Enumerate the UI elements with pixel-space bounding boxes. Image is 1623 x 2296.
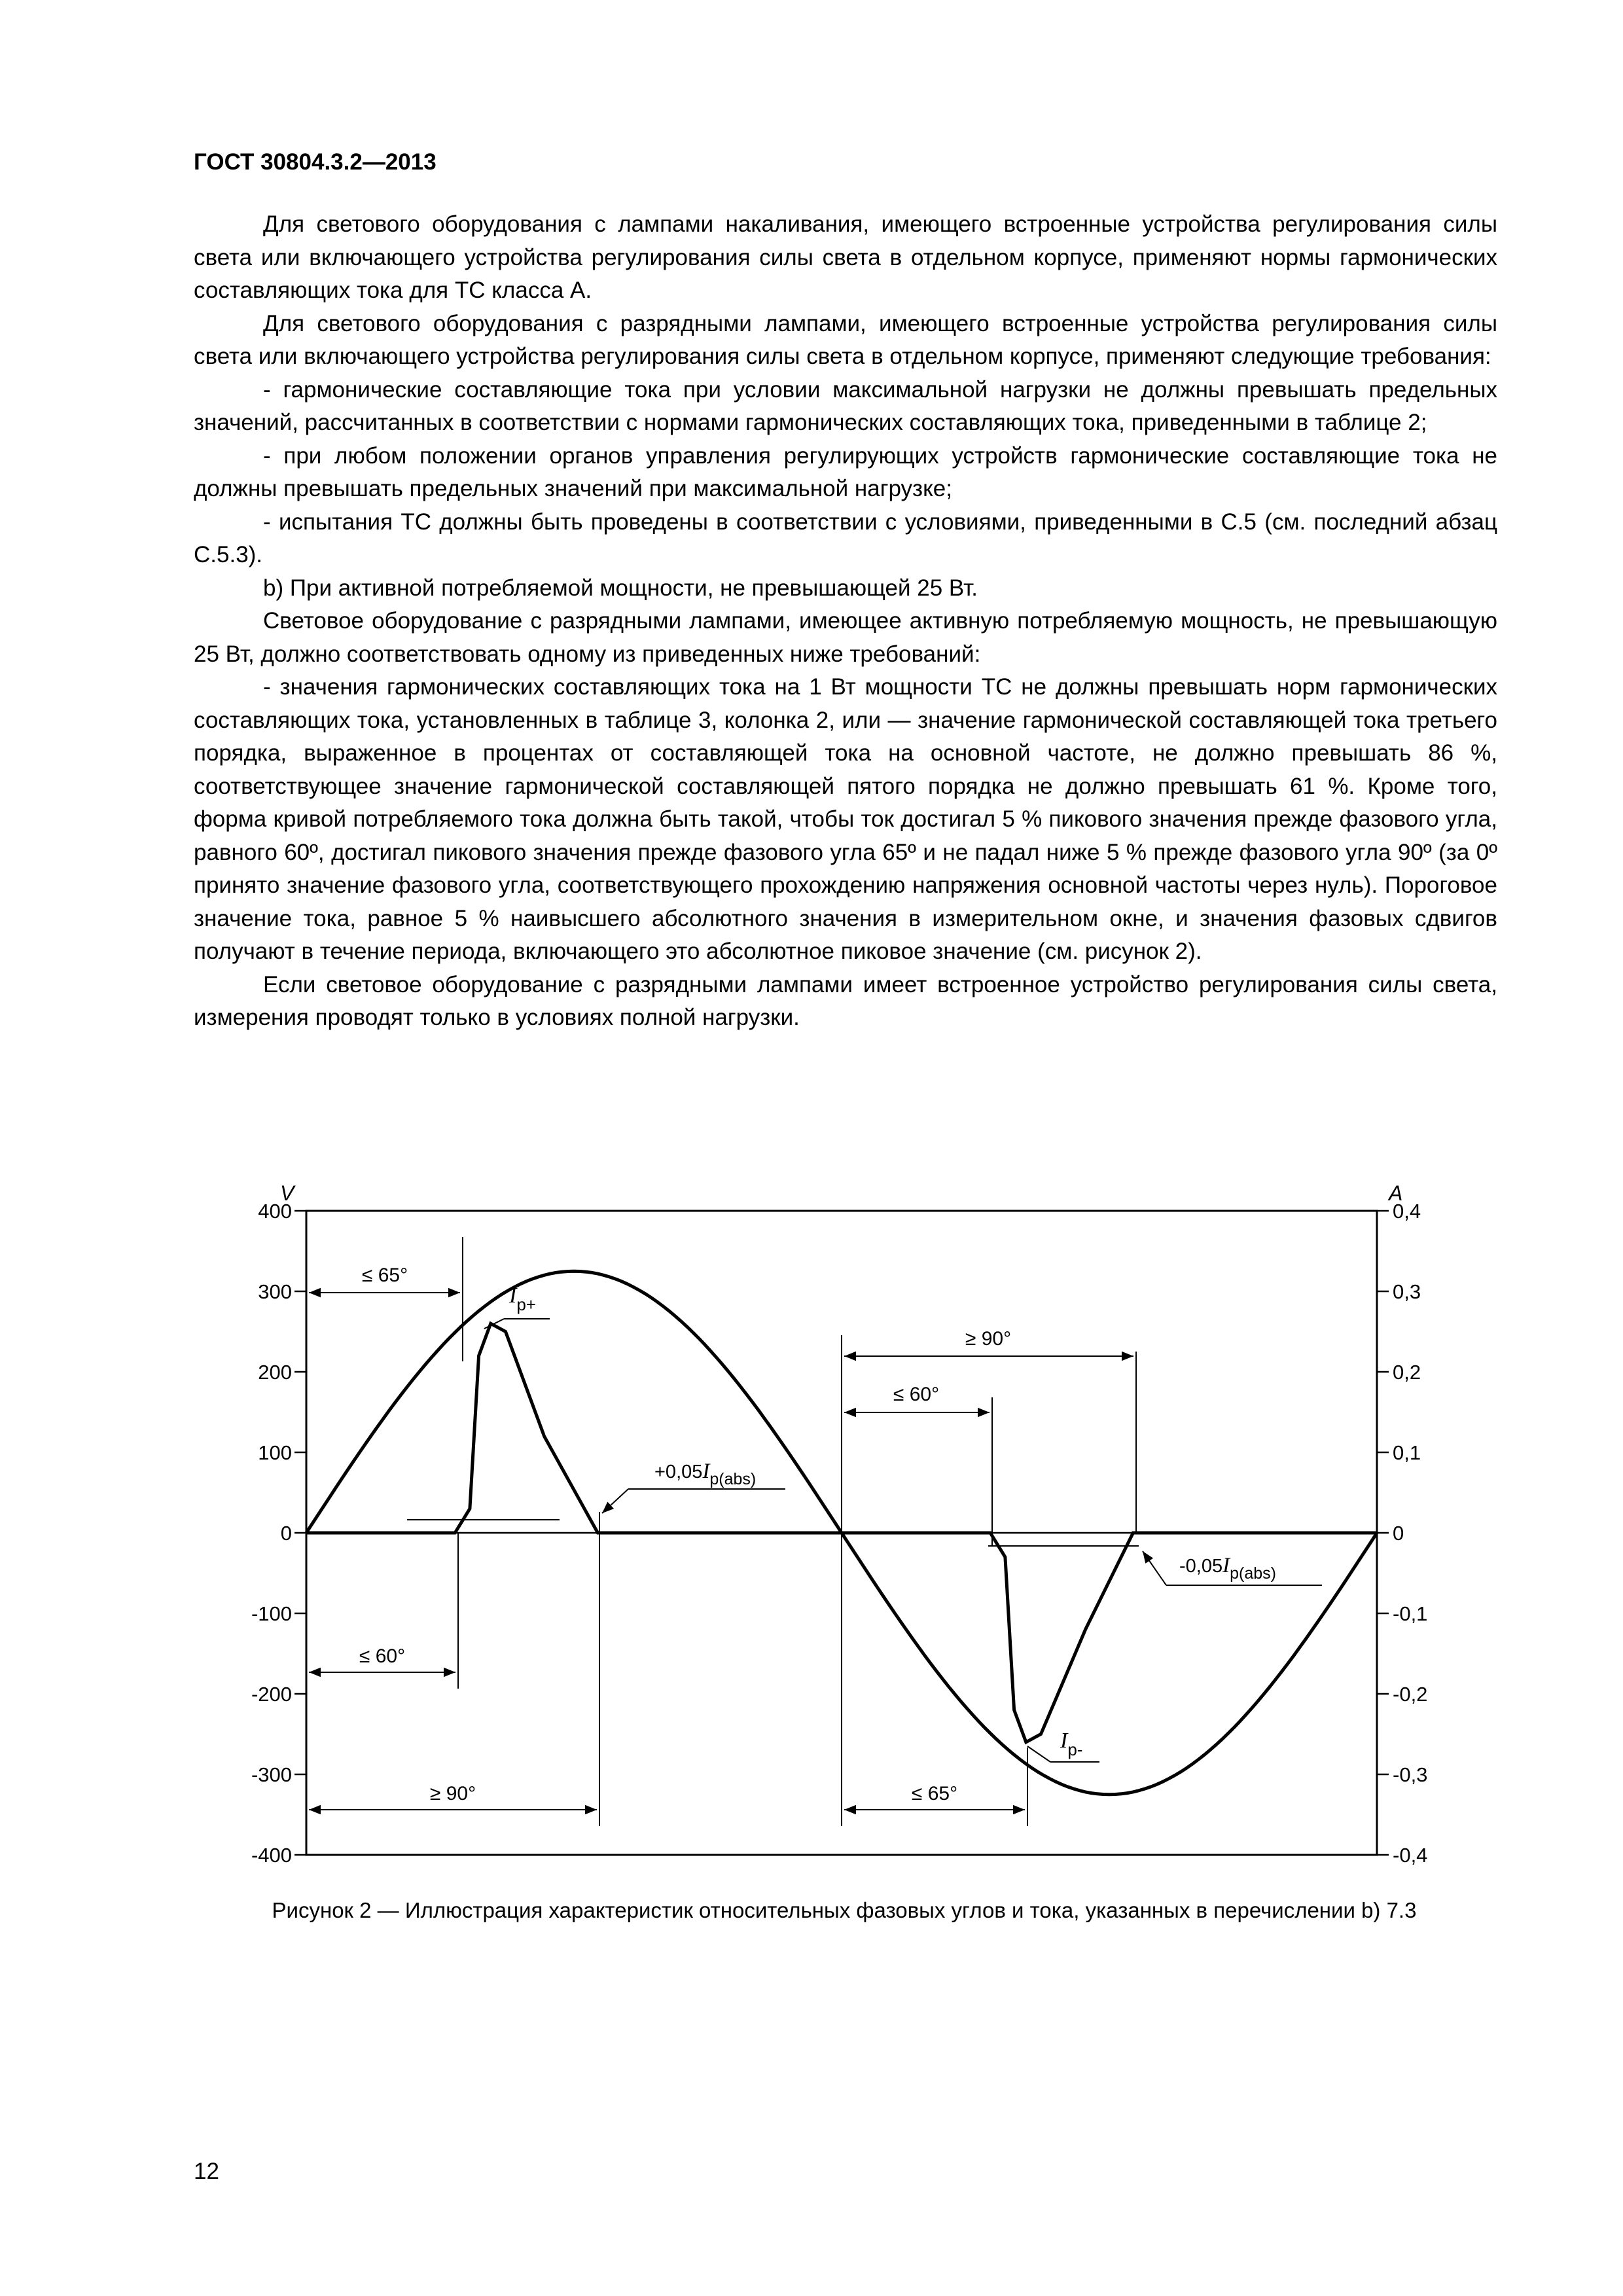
document-header: ГОСТ 30804.3.2—2013 [194, 149, 437, 175]
threshold-plus-prefix: +0,05 [654, 1462, 703, 1482]
ip-minus-symbol: I [1060, 1729, 1068, 1753]
right-tick-label: 0,3 [1393, 1280, 1421, 1303]
threshold-plus-label [654, 1460, 756, 1488]
ip-plus-subscript: p+ [516, 1295, 536, 1314]
paragraph: - гармонические составляющие тока при условии максимальной нагрузки не должны превышать предельных значений, рассчитанных в соответствии с нормами гармонических составляющих тока, приведенными в таблице 2; [194, 376, 1497, 435]
right-axis-unit: A [1389, 1181, 1403, 1205]
right-tick-label: -0,3 [1393, 1763, 1428, 1786]
left-tick-label: -100 [251, 1602, 292, 1625]
body-text [194, 208, 1497, 1035]
leader-line [602, 1489, 628, 1513]
paragraph: Световое оборудование с разрядными лампами, имеющее активную потребляемую мощность, не превышающую 25 Вт, должно соответствовать одному из приведенных ниже требований: [194, 608, 1497, 667]
ip-minus-label [1060, 1729, 1082, 1759]
left-tick-label: 300 [258, 1280, 292, 1303]
ip-plus-symbol: I [509, 1283, 517, 1308]
left-tick-label: -300 [251, 1763, 292, 1786]
angle-label: ≤ 65° [911, 1783, 958, 1804]
threshold-minus-label [1179, 1554, 1276, 1583]
right-tick-label: 0 [1393, 1522, 1404, 1545]
ip-plus-label [508, 1283, 536, 1314]
paragraph: - испытания ТС должны быть проведены в соответствии с условиями, приведенными в С.5 (см. последний абзац С.5.3). [194, 509, 1497, 567]
left-tick-label: 400 [258, 1200, 292, 1223]
right-tick-label: 0,1 [1393, 1441, 1421, 1464]
right-tick-label: 0,4 [1393, 1200, 1421, 1223]
right-tick-label: -0,4 [1393, 1844, 1428, 1867]
threshold-minus-symbol: I [1222, 1554, 1230, 1577]
right-tick-label: -0,2 [1393, 1683, 1428, 1706]
paragraph: Если световое оборудование с разрядными лампами имеет встроенное устройство регулирования силы света, измерения проводят только в условиях полной нагрузки. [194, 971, 1497, 1030]
threshold-minus-subscript: p(abs) [1230, 1564, 1276, 1583]
waveform-chart [196, 1172, 1492, 1878]
angle-label: ≥ 90° [429, 1783, 476, 1804]
right-tick-label: 0,2 [1393, 1361, 1421, 1384]
angle-label: ≤ 65° [361, 1265, 408, 1286]
paragraph: - значения гармонических составляющих тока на 1 Вт мощности ТС не должны превышать норм гармонических составляющих тока, установленных в таблице 3, колонка 2, или — значение гармонической составляющей тока третьего порядка, выраженное в процентах от составляющей тока на основной частоте, не должно превышать 86 %, соответствующее значение гармонической составляющей пятого порядка не должно превышать 61 %. Кроме того, форма кривой потребляемого тока должна быть такой, чтобы ток достигал 5 % пикового значения прежде фазового угла, равного 60º, достигал пикового значения прежде фазового угла 65º и не падал ниже 5 % прежде фазового угла 90º (за 0º принято значение фазового угла, соответствующего прохождению напряжения основной частоты через нуль). Пороговое значение тока, равное 5 % наивысшего абсолютного значения в измерительном окне, и значения фазовых сдвигов получают в течение периода, включающего это абсолютное пиковое значение (см. рисунок 2). [194, 674, 1497, 964]
left-tick-label: 100 [258, 1441, 292, 1464]
angle-label: ≥ 90° [965, 1328, 1012, 1350]
left-tick-label: 0 [280, 1522, 292, 1545]
figure-caption: Рисунок 2 — Иллюстрация характеристик относительных фазовых углов и тока, указанных в перечислении b) 7.3 [272, 1898, 1417, 1922]
page-number: 12 [194, 2159, 219, 2184]
paragraph: b) При активной потребляемой мощности, не превышающей 25 Вт. [263, 575, 978, 601]
angle-label: ≤ 60° [359, 1645, 406, 1667]
right-tick-label: -0,1 [1393, 1602, 1428, 1625]
leader-line [1143, 1551, 1166, 1585]
left-axis-unit: V [280, 1181, 294, 1205]
figure-2 [196, 1172, 1492, 1882]
leader-line [1027, 1746, 1050, 1762]
threshold-minus-prefix: -0,05 [1179, 1556, 1223, 1577]
threshold-plus-subscript: p(abs) [709, 1470, 757, 1488]
left-tick-label: 200 [258, 1361, 292, 1384]
angle-label: ≤ 60° [893, 1384, 940, 1405]
paragraph: Для светового оборудования с лампами накаливания, имеющего встроенные устройства регулирования силы света или включающего устройства регулирования силы света в отдельном корпусе, применяют нормы гармонических составляющих тока для ТС класса А. [194, 211, 1497, 303]
ip-minus-subscript: p- [1067, 1740, 1083, 1759]
paragraph: - при любом положении органов управления регулирующих устройств гармонические составляющие тока не должны превышать предельных значений при максимальной нагрузке; [194, 442, 1497, 501]
left-tick-label: -200 [251, 1683, 292, 1706]
threshold-plus-symbol: I [702, 1460, 710, 1483]
left-tick-label: -400 [251, 1844, 292, 1867]
paragraph: Для светового оборудования с разрядными лампами, имеющего встроенные устройства регулирования силы света или включающего устройства регулирования силы света в отдельном корпусе, применяют следующие требования: [194, 310, 1497, 369]
